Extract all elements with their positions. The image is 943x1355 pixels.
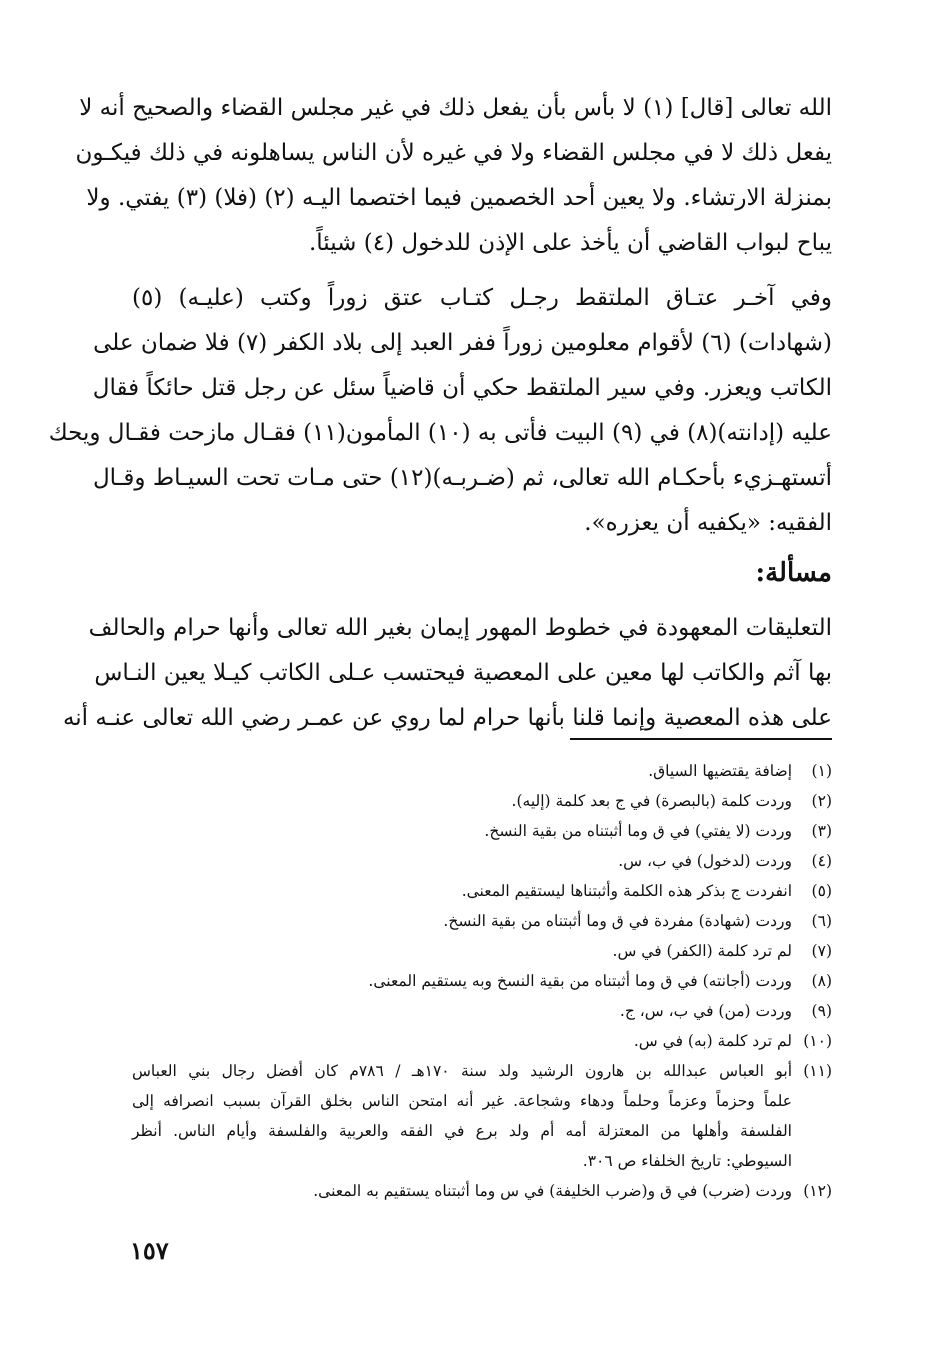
- footnote: [132, 966, 832, 996]
- footnote-line: وردت (أجانته) في ق وما أثبتناه من بقية النسخ وبه يستقيم المعنى.: [368, 972, 792, 990]
- footnote-line: السيوطي: تاريخ الخلفاء ص ٣٠٦.: [582, 1152, 792, 1170]
- footnote-line: إضافة يقتضيها السياق.: [648, 762, 792, 780]
- footnote-text: [132, 846, 792, 876]
- footnote-line: الفلسفة وأهلها من المعتزلة أمه أم ولد برع في الفقه والعربية والفلسفة وأيام الناس. أنظر: [132, 1122, 792, 1140]
- footnote-number: (٥): [811, 882, 832, 900]
- footnote: [132, 996, 832, 1026]
- footnote-text: [132, 876, 792, 906]
- footnote-line: وردت (من) في ب، س، ج.: [619, 1002, 792, 1020]
- text-line: وفي آخـر عتـاق الملتقط رجـل كتـاب عتق زوراً وكتب (عليـه) (٥): [132, 285, 832, 311]
- footnote: [132, 1176, 832, 1206]
- footnote-text: [132, 786, 792, 816]
- footnote-number: (٧): [811, 942, 832, 960]
- footnote-line: وردت (لدخول) في ب، س.: [618, 852, 792, 870]
- footnote-line: لم ترد كلمة (به) في س.: [633, 1032, 792, 1050]
- footnote-number: (١): [811, 762, 832, 780]
- footnote-text: [132, 816, 792, 846]
- footnote-line: وردت كلمة (بالبصرة) في ج بعد كلمة (إليه).: [511, 792, 792, 810]
- text-line: على هذه المعصية وإنما قلنا بأنها حرام لما روي عن عمـر رضي الله تعالى عنـه أنه: [62, 705, 832, 731]
- paragraph-3: [62, 606, 832, 741]
- footnote-line: علماً وحزماً وعزماً وحلماً ودهاء وشجاعة. غير أنه امتحن الناس بخلق القرآن بسبب انصرافه إلى: [132, 1092, 792, 1110]
- footnote-text: [132, 906, 792, 936]
- footnote-number: (٣): [811, 822, 832, 840]
- footnote-line: لم ترد كلمة (الكفر) في س.: [612, 942, 792, 960]
- text-line: الفقيه: «يكفيه أن يعزره».: [584, 510, 832, 536]
- text-line: يباح لبواب القاضي أن يأخذ على الإذن للدخول (٤) شيئاً.: [308, 230, 832, 256]
- footnote-text: [132, 996, 792, 1026]
- text-line: بمنزلة الارتشاء. ولا يعين أحد الخصمين فيما اختصما اليـه (٢) (فلا) (٣) يفتي. ولا: [86, 185, 832, 211]
- text-line: عليه (إدانته)(٨) في (٩) البيت فأتى به (١٠) المأمون(١١) فقـال مازحت فقـال ويحك: [48, 420, 832, 446]
- footnote-line: وردت (ضرب) في ق و(ضرب الخليفة) في س وما أثبتناه يستقيم به المعنى.: [313, 1182, 792, 1200]
- footnote: [132, 1026, 832, 1056]
- footnote-line: وردت (لا يفتي) في ق وما أثبتناه من بقية النسخ.: [484, 822, 792, 840]
- footnote: [132, 756, 832, 786]
- text-line: يفعل ذلك لا في مجلس القضاء ولا في غيره لأن الناس يساهلونه في ذلك فيكـون: [75, 140, 832, 166]
- page-number: ١٥٧: [130, 1236, 169, 1265]
- footnote-text: [132, 936, 792, 966]
- main-text: [48, 86, 832, 741]
- footnote-number: (١٠): [803, 1032, 832, 1050]
- footnote: [132, 786, 832, 816]
- footnote-number: (٦): [811, 912, 832, 930]
- footnote-line: وردت (شهادة) مفردة في ق وما أثبتناه من بقية النسخ.: [443, 912, 792, 930]
- section-heading: مسألة:: [755, 558, 832, 588]
- text-line: أتستهـزيء بأحكـام الله تعالى، ثم (ضـربـه)(١٢) حتى مـات تحت السيـاط وقـال: [92, 465, 832, 491]
- text-line: الله تعالى [قال] (١) لا بأس بأن يفعل ذلك في غير مجلس القضاء والصحيح أنه لا: [79, 95, 832, 121]
- footnote-text: [132, 1056, 792, 1176]
- footnote-number: (١١): [803, 1062, 832, 1080]
- footnote: [132, 816, 832, 846]
- footnote: [132, 906, 832, 936]
- footnote-text: [132, 1176, 792, 1206]
- footnote-text: [132, 966, 792, 996]
- text-line: (شهادات) (٦) لأقوام معلومين زوراً ففر العبد إلى بلاد الكفر (٧) فلا ضمان على: [93, 330, 832, 356]
- footnote-line: أبو العباس عبدالله بن هارون الرشيد ولد سنة ١٧٠هـ / ٧٨٦م كان أفضل رجال بني العباس: [132, 1062, 793, 1080]
- footnote: [132, 846, 832, 876]
- footnotes: [132, 756, 832, 1206]
- paragraph-2: [48, 276, 832, 546]
- footnote-separator: [570, 738, 832, 740]
- text-line: بها آثم والكاتب لها معين على المعصية فيحتسب عـلى الكاتب كيـلا يعين النـاس: [94, 660, 832, 686]
- paragraph-1: [75, 86, 832, 266]
- footnote: [132, 936, 832, 966]
- footnote-number: (٤): [811, 852, 832, 870]
- text-line: التعليقات المعهودة في خطوط المهور إيمان بغير الله تعالى وأنها حرام والحالف: [88, 615, 832, 641]
- footnote-number: (٢): [811, 792, 832, 810]
- footnote-text: [132, 1026, 792, 1056]
- footnote-number: (٩): [811, 1002, 832, 1020]
- footnote-line: انفردت ج بذكر هذه الكلمة وأثبتناها ليستقيم المعنى.: [461, 882, 792, 900]
- footnote: [132, 876, 832, 906]
- footnote: [132, 1056, 832, 1176]
- footnote-number: (١٢): [803, 1182, 832, 1200]
- footnote-number: (٨): [811, 972, 832, 990]
- footnote-text: [132, 756, 792, 786]
- text-line: الكاتب ويعزر. وفي سير الملتقط حكي أن قاضياً سئل عن رجل قتل حائكاً فقال: [92, 375, 832, 401]
